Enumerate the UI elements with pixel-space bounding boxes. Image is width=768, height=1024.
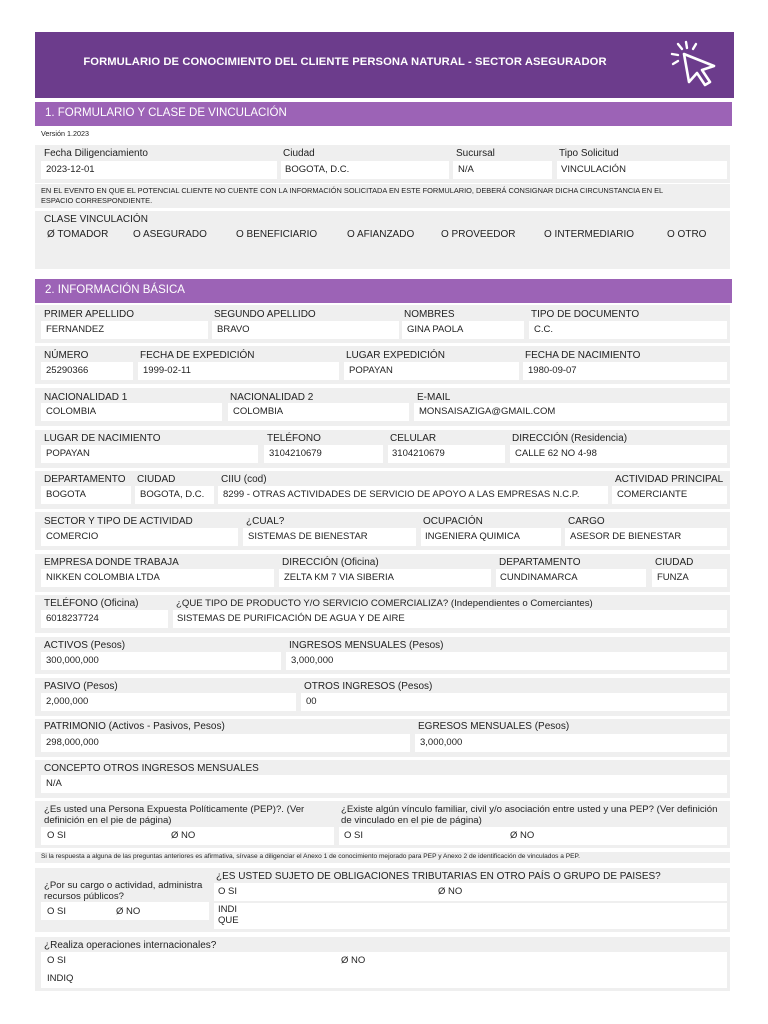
option-tomador[interactable]: Ø TOMADOR bbox=[47, 229, 109, 240]
cargo-label: CARGO bbox=[568, 516, 605, 527]
fecha-expedicion-label: FECHA DE EXPEDICIÓN bbox=[140, 350, 255, 361]
nacionalidad-1-label: NACIONALIDAD 1 bbox=[44, 392, 128, 403]
ciiu-label: CIIU (cod) bbox=[221, 474, 267, 485]
email-label: E-MAIL bbox=[417, 392, 451, 403]
operaciones-question: ¿Realiza operaciones internacionales? bbox=[44, 940, 217, 951]
fecha-expedicion-value: 1999-02-11 bbox=[143, 365, 191, 376]
info-note-line1: EN EL EVENTO EN QUE EL POTENCIAL CLIENTE NO CUENTE CON LA INFORMACIÓN SOLICITADA EN ESTE FORMULARIO, DEBERÁ CONSIGNAR DICHA CIRCUNSTANCIA EN EL bbox=[41, 186, 664, 195]
cargo-value: ASESOR DE BIENESTAR bbox=[570, 531, 682, 542]
ciudad-oficina-label: CIUDAD bbox=[655, 557, 694, 568]
primer-apellido-label: PRIMER APELLIDO bbox=[44, 309, 135, 320]
pep-question-line2: definición en el pie de página) bbox=[44, 815, 172, 826]
telefono-label: TELÉFONO bbox=[267, 433, 321, 444]
egresos-label: EGRESOS MENSUALES (Pesos) bbox=[418, 721, 570, 732]
option-afianzado[interactable]: O AFIANZADO bbox=[347, 229, 415, 240]
vinculo-question-line1: ¿Existe algún vínculo familiar, civil y/o asociación entre usted y una PEP? (Ver definición bbox=[341, 804, 718, 815]
cual-value: SISTEMAS DE BIENESTAR bbox=[248, 531, 368, 542]
clase-vinculacion-label: CLASE VINCULACIÓN bbox=[44, 214, 148, 225]
otros-ingresos-field[interactable] bbox=[301, 693, 727, 711]
nombres-label: NOMBRES bbox=[404, 309, 455, 320]
departamento-oficina-label: DEPARTAMENTO bbox=[499, 557, 581, 568]
operaciones-si-option[interactable]: O SI bbox=[47, 955, 67, 966]
pep-no-option[interactable]: Ø NO bbox=[171, 830, 196, 841]
operaciones-indique-field[interactable] bbox=[41, 970, 727, 988]
numero-value: 25290366 bbox=[46, 365, 89, 376]
activos-label: ACTIVOS (Pesos) bbox=[44, 640, 126, 651]
cursor-click-icon bbox=[670, 40, 722, 90]
operaciones-answer-field bbox=[41, 952, 727, 970]
vinculo-question-line2: de vinculado en el pie de página) bbox=[341, 815, 482, 826]
tipo-solicitud-label: Tipo Solicitud bbox=[559, 148, 619, 159]
pasivo-value: 2,000,000 bbox=[46, 696, 89, 707]
pep-note: Si la respuesta a alguna de las preguntas anteriores es afirmativa, sírvase a diligenciar el Anexo 1 de conocimiento mejorado para PEP y Anexo 2 de identificación de vinculados a PEP. bbox=[41, 853, 580, 860]
telefono-oficina-value: 6018237724 bbox=[46, 613, 99, 624]
direccion-residencia-label: DIRECCIÓN (Residencia) bbox=[512, 433, 628, 444]
cargo-question-line1: ¿Por su cargo o actividad, administra bbox=[44, 880, 203, 891]
activos-value: 300,000,000 bbox=[46, 655, 99, 666]
departamento-label: DEPARTAMENTO bbox=[44, 474, 126, 485]
tipo-documento-label: TIPO DE DOCUMENTO bbox=[531, 309, 640, 320]
ciiu-value: 8299 - OTRAS ACTIVIDADES DE SERVICIO DE APOYO A LAS EMPRESAS N.C.P. bbox=[223, 489, 580, 500]
pasivo-label: PASIVO (Pesos) bbox=[44, 681, 118, 692]
segundo-apellido-label: SEGUNDO APELLIDO bbox=[214, 309, 316, 320]
fecha-value: 2023-12-01 bbox=[46, 164, 95, 175]
pep-question-line1: ¿Es usted una Persona Expuesta Políticamente (PEP)?. (Ver bbox=[44, 804, 305, 815]
telefono-oficina-label: TELÉFONO (Oficina) bbox=[44, 598, 139, 609]
producto-value: SISTEMAS DE PURIFICACIÓN DE AGUA Y DE AIRE bbox=[177, 613, 405, 624]
departamento-value: BOGOTA bbox=[46, 489, 86, 500]
telefono-value: 3104210679 bbox=[269, 448, 322, 459]
nacionalidad-2-label: NACIONALIDAD 2 bbox=[230, 392, 314, 403]
tipo-documento-value: C.C. bbox=[534, 324, 553, 335]
actividad-principal-value: COMERCIANTE bbox=[617, 489, 688, 500]
operaciones-no-option[interactable]: Ø NO bbox=[341, 955, 366, 966]
option-proveedor[interactable]: O PROVEEDOR bbox=[441, 229, 516, 240]
lugar-expedicion-value: POPAYAN bbox=[349, 365, 393, 376]
nombres-value: GINA PAOLA bbox=[407, 324, 464, 335]
option-intermediario[interactable]: O INTERMEDIARIO bbox=[544, 229, 635, 240]
tributaria-question: ¿ES USTED SUJETO DE OBLIGACIONES TRIBUTARIAS EN OTRO PAÍS O GRUPO DE PAISES? bbox=[216, 871, 661, 882]
section-2-title: 2. INFORMACIÓN BÁSICA bbox=[35, 279, 732, 303]
cargo-si-option[interactable]: O SI bbox=[47, 906, 67, 917]
tributaria-answer-field bbox=[214, 883, 727, 901]
fecha-label: Fecha Diligenciamiento bbox=[44, 148, 148, 159]
lugar-expedicion-label: LUGAR EXPEDICIÓN bbox=[346, 350, 445, 361]
form-header bbox=[35, 32, 734, 98]
tributaria-no-option[interactable]: Ø NO bbox=[438, 886, 463, 897]
vinculo-si-option[interactable]: O SI bbox=[344, 830, 364, 841]
form-version: Versión 1.2023 bbox=[41, 129, 89, 138]
operaciones-indique: INDIQ bbox=[47, 973, 74, 984]
lugar-nacimiento-value: POPAYAN bbox=[46, 448, 90, 459]
info-note-line2: ESPACIO CORRESPONDIENTE. bbox=[41, 196, 153, 205]
fecha-nacimiento-label: FECHA DE NACIMIENTO bbox=[525, 350, 641, 361]
ciudad-oficina-value: FUNZA bbox=[657, 572, 689, 583]
celular-label: CELULAR bbox=[390, 433, 437, 444]
cual-label: ¿CUAL? bbox=[246, 516, 285, 527]
ciudad-label: Ciudad bbox=[283, 148, 315, 159]
actividad-principal-label: ACTIVIDAD PRINCIPAL bbox=[615, 474, 724, 485]
segundo-apellido-value: BRAVO bbox=[217, 324, 250, 335]
nacionalidad-1-value: COLOMBIA bbox=[46, 406, 97, 417]
empresa-label: EMPRESA DONDE TRABAJA bbox=[44, 557, 179, 568]
concepto-value: N/A bbox=[46, 778, 62, 789]
tributaria-indique-field[interactable] bbox=[214, 903, 727, 929]
producto-label: ¿QUE TIPO DE PRODUCTO Y/O SERVICIO COMERCIALIZA? (Independientes o Comerciantes) bbox=[176, 598, 593, 609]
tributaria-si-option[interactable]: O SI bbox=[218, 886, 238, 897]
email-value: MONSAISAZIGA@GMAIL.COM bbox=[419, 406, 556, 417]
tributaria-indique-line1: INDI bbox=[218, 904, 237, 915]
ciudad-residencia-value: BOGOTA, D.C. bbox=[140, 489, 205, 500]
sector-value: COMERCIO bbox=[46, 531, 99, 542]
direccion-oficina-label: DIRECCIÓN (Oficina) bbox=[282, 557, 379, 568]
option-asegurado[interactable]: O ASEGURADO bbox=[133, 229, 207, 240]
concepto-label: CONCEPTO OTROS INGRESOS MENSUALES bbox=[44, 763, 259, 774]
direccion-residencia-value: CALLE 62 NO 4-98 bbox=[515, 448, 597, 459]
tipo-solicitud-value: VINCULACIÓN bbox=[561, 164, 626, 175]
option-otro[interactable]: O OTRO bbox=[667, 229, 707, 240]
cargo-question-line2: recursos públicos? bbox=[44, 891, 124, 902]
otros-ingresos-label: OTROS INGRESOS (Pesos) bbox=[304, 681, 433, 692]
concepto-field[interactable] bbox=[41, 775, 727, 793]
direccion-oficina-value: ZELTA KM 7 VIA SIBERIA bbox=[284, 572, 394, 583]
section-1-title: 1. FORMULARIO Y CLASE DE VINCULACIÓN bbox=[35, 102, 732, 126]
nacionalidad-2-value: COLOMBIA bbox=[233, 406, 284, 417]
form-title: FORMULARIO DE CONOCIMIENTO DEL CLIENTE PERSONA NATURAL - SECTOR ASEGURADOR bbox=[83, 56, 607, 68]
tributaria-indique-line2: QUE bbox=[218, 915, 239, 926]
sucursal-label: Sucursal bbox=[456, 148, 495, 159]
pep-si-option[interactable]: O SI bbox=[47, 830, 67, 841]
patrimonio-label: PATRIMONIO (Activos - Pasivos, Pesos) bbox=[44, 721, 225, 732]
ocupacion-label: OCUPACIÓN bbox=[423, 516, 483, 527]
egresos-value: 3,000,000 bbox=[420, 737, 463, 748]
ingresos-value: 3,000,000 bbox=[291, 655, 334, 666]
sucursal-value: N/A bbox=[458, 164, 474, 175]
sector-label: SECTOR Y TIPO DE ACTIVIDAD bbox=[44, 516, 193, 527]
lugar-nacimiento-label: LUGAR DE NACIMIENTO bbox=[44, 433, 161, 444]
otros-ingresos-value: 00 bbox=[306, 696, 317, 707]
tipo-documento-field[interactable] bbox=[529, 321, 727, 339]
fecha-nacimiento-value: 1980-09-07 bbox=[528, 365, 577, 376]
ingresos-label: INGRESOS MENSUALES (Pesos) bbox=[289, 640, 444, 651]
vinculo-no-option[interactable]: Ø NO bbox=[510, 830, 535, 841]
ciudad-value: BOGOTA, D.C. bbox=[285, 164, 350, 175]
departamento-oficina-value: CUNDINAMARCA bbox=[500, 572, 578, 583]
cargo-no-option[interactable]: Ø NO bbox=[116, 906, 141, 917]
empresa-value: NIKKEN COLOMBIA LTDA bbox=[46, 572, 160, 583]
patrimonio-value: 298,000,000 bbox=[46, 737, 99, 748]
celular-value: 3104210679 bbox=[392, 448, 445, 459]
ingresos-field[interactable] bbox=[286, 652, 727, 670]
primer-apellido-value: FERNANDEZ bbox=[46, 324, 105, 335]
option-beneficiario[interactable]: O BENEFICIARIO bbox=[236, 229, 318, 240]
ciudad-residencia-label: CIUDAD bbox=[137, 474, 176, 485]
ocupacion-value: INGENIERA QUIMICA bbox=[425, 531, 521, 542]
numero-label: NÚMERO bbox=[44, 350, 89, 361]
